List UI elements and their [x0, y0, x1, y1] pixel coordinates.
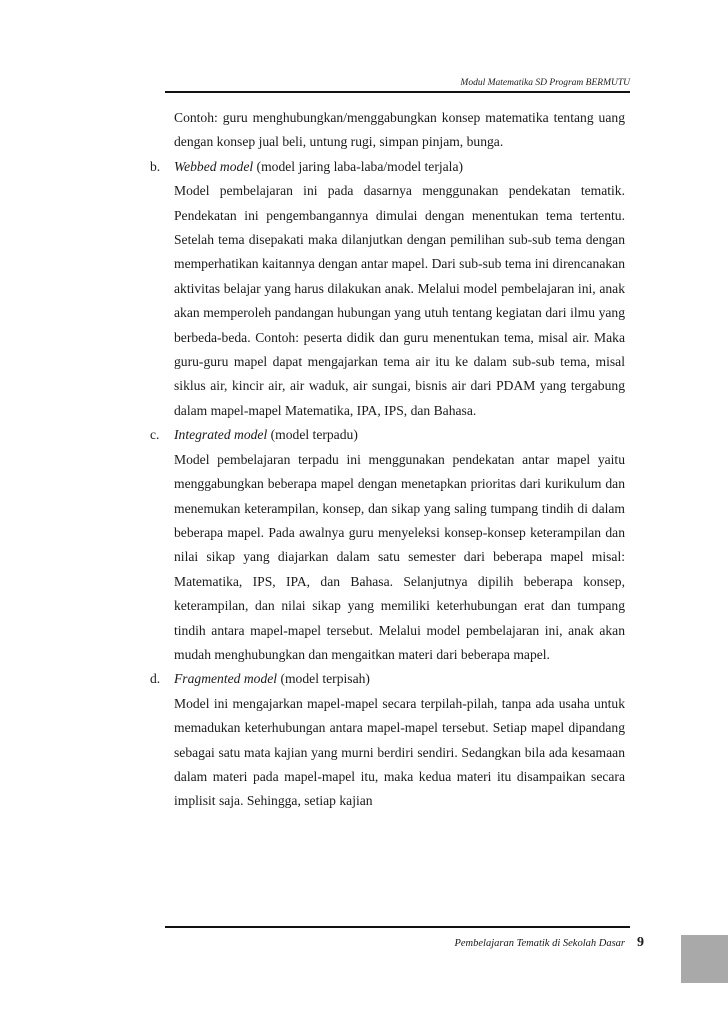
page-body: [150, 106, 625, 814]
section-heading-webbed: [150, 155, 625, 179]
section-subtitle: (model jaring laba-laba/model terjala): [253, 158, 464, 174]
section-heading-integrated: [150, 423, 625, 447]
running-header: Modul Matematika SD Program BERMUTU: [460, 78, 630, 88]
section-body-fragmented: Model ini mengajarkan mapel-mapel secara terpilah-pilah, tanpa ada usaha untuk memadukan keterhubungan antara mapel-mapel tersebut. Setiap mapel dipandang sebagai satu mata kajian yang murni berdiri sendiri. Sedangkan bila ada kesamaan dalam materi pada mapel-mapel itu, maka kedua materi itu disampaikan secara implisit saja. Sehingga, setiap kajian: [174, 695, 625, 809]
section-letter: b.: [150, 158, 161, 174]
footer-rule: [165, 926, 630, 928]
section-body-integrated: Model pembelajaran terpadu ini menggunakan pendekatan antar mapel yaitu menggabungkan beberapa mapel dengan menetapkan prioritas dari kurikulum dan menemukan keterampilan, konsep, dan sikap yang saling tumpang tindih di dalam beberapa mapel. Pada awalnya guru menyeleksi konsep-konsep keterampilan dan nilai sikap yang diajarkan dalam satu semester dari beberapa mapel misal: Matematika, IPS, IPA, dan Bahasa. Selanjutnya dipilih beberapa konsep, keterampilan, dan nilai sikap yang memiliki keterhubungan erat dan tumpang tindih antara mapel-mapel tersebut. Melalui model pembelajaran ini, anak akan mudah menghubungkan dan mengaitkan materi dari beberapa mapel.: [174, 451, 625, 662]
page-number: 9: [637, 935, 644, 950]
section-subtitle: (model terpadu): [267, 427, 358, 443]
running-footer: Pembelajaran Tematik di Sekolah Dasar: [454, 938, 625, 949]
section-body-webbed: Model pembelajaran ini pada dasarnya menggunakan pendekatan tematik. Pendekatan ini pengembangannya dimulai dengan menentukan tema tertentu. Setelah tema disepakati maka dilanjutkan dengan pemilihan sub-sub tema dengan memperhatikan kaitannya dengan antar mapel. Dari sub-sub tema ini direncanakan aktivitas belajar yang harus dilakukan anak. Melalui model pembelajaran ini, anak akan memperoleh pandangan hubungan yang utuh tentang kegiatan dari ilmu yang berbeda-beda. Contoh: peserta didik dan guru menentukan tema, misal air. Maka guru-guru mapel dapat mengajarkan tema air itu ke dalam sub-sub tema, misal siklus air, kincir air, air waduk, air sungai, bisnis air dari PDAM yang tergabung dalam mapel-mapel Matematika, IPA, IPS, dan Bahasa.: [174, 183, 625, 418]
header-rule: [165, 91, 630, 93]
section-title: Fragmented model: [174, 671, 278, 687]
section-letter: c.: [150, 427, 160, 443]
section-letter: d.: [150, 671, 161, 687]
section-heading-fragmented: [150, 667, 625, 691]
page-edge-tab: [681, 935, 728, 983]
section-title: Integrated model: [174, 427, 268, 443]
intro-paragraph: Contoh: guru menghubungkan/menggabungkan konsep matematika tentang uang dengan konsep jual beli, untung rugi, simpan pinjam, bunga.: [174, 110, 625, 150]
section-subtitle: (model terpisah): [277, 671, 370, 687]
section-title: Webbed model: [174, 158, 254, 174]
